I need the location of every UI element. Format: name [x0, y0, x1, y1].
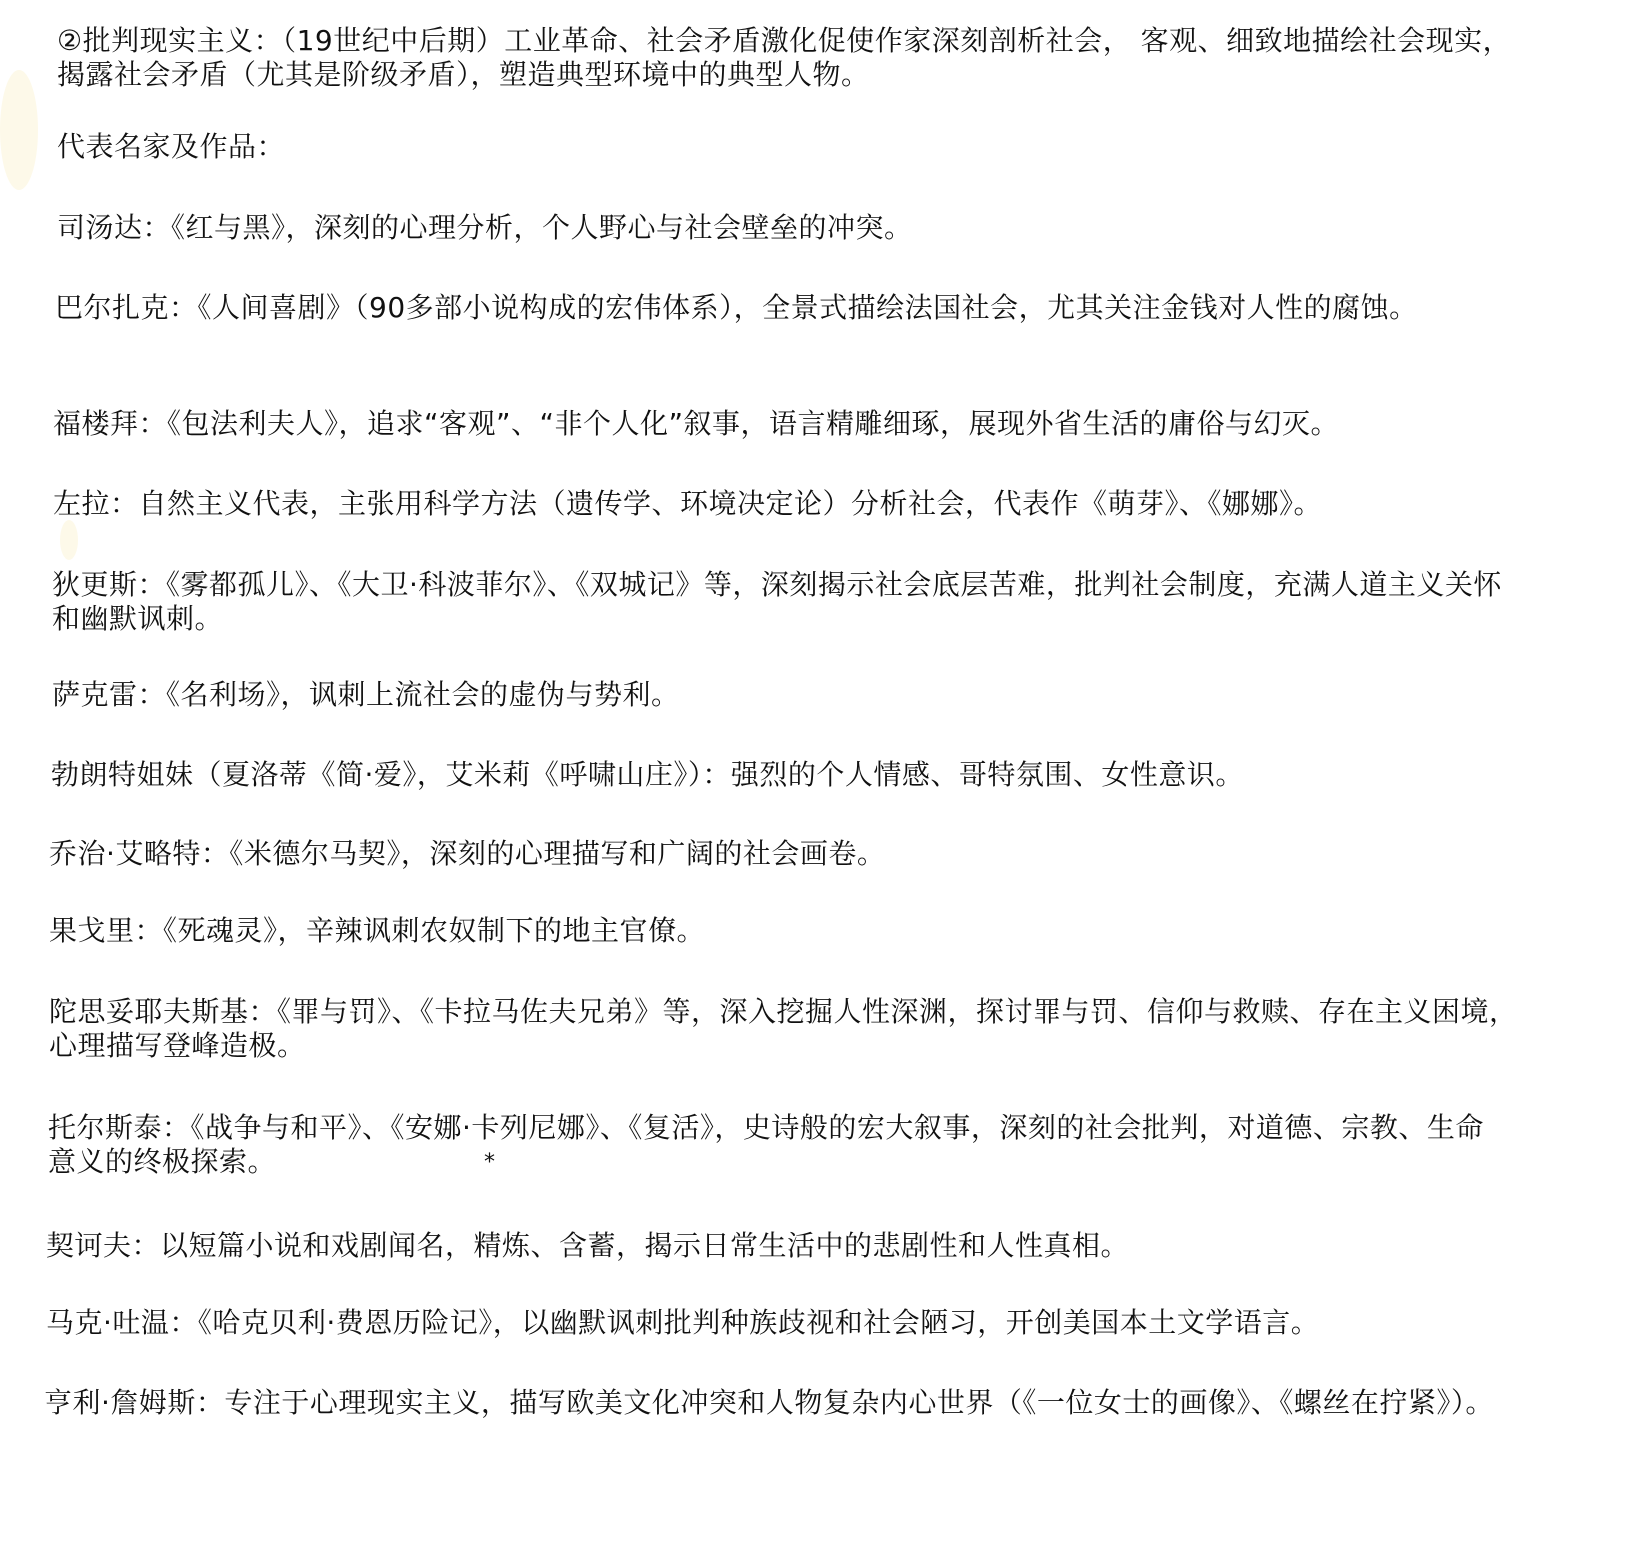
paragraph-tolstoy: 托尔斯泰：《战争与和平》、《安娜·卡列尼娜》、《复活》，史诗般的宏大叙事，深刻的社会批判，对道德、宗教、生命意义的终极探索。 — [48, 1111, 1484, 1178]
paragraph-mark-twain: 马克·吐温：《哈克贝利·费恩历险记》，以幽默讽刺批判种族歧视和社会陋习，开创美国本土文学语言。 — [46, 1306, 1320, 1339]
paragraph-flaubert: 福楼拜：《包法利夫人》，追求“客观”、“非个人化”叙事，语言精雕细琢，展现外省生活的庸俗与幻灭。 — [53, 407, 1340, 440]
paragraph-dickens: 狄更斯：《雾都孤儿》、《大卫·科波菲尔》、《双城记》等，深刻揭示社会底层苦难，批判社会制度，充满人道主义关怀和幽默讽刺。 — [52, 568, 1502, 635]
paragraph-stendhal: 司汤达：《红与黑》，深刻的心理分析，个人野心与社会壁垒的冲突。 — [57, 211, 913, 244]
paragraph-george-eliot: 乔治·艾略特：《米德尔马契》，深刻的心理描写和广阔的社会画卷。 — [49, 837, 886, 870]
stray-asterisk: * — [484, 1150, 496, 1175]
paragraph-balzac: 巴尔扎克：《人间喜剧》（90多部小说构成的宏伟体系），全景式描绘法国社会，尤其关注金钱对人性的腐蚀。 — [55, 291, 1418, 324]
paragraph-critical-realism: ②批判现实主义：（19世纪中后期）工业革命、社会矛盾激化促使作家深刻剖析社会， 客观、细致地描绘社会现实，揭露社会矛盾（尤其是阶级矛盾），塑造典型环境中的典型人物。 — [57, 24, 1512, 91]
paragraph-chekhov: 契诃夫：以短篇小说和戏剧闻名，精炼、含蓄，揭示日常生活中的悲剧性和人性真相。 — [46, 1229, 1130, 1262]
watermark-blob — [60, 520, 78, 560]
paragraph-bronte-sisters: 勃朗特姐妹（夏洛蒂《简·爱》，艾米莉《呼啸山庄》）：强烈的个人情感、哥特氛围、女性意识。 — [51, 758, 1244, 791]
paragraph-zola: 左拉：自然主义代表，主张用科学方法（遗传学、环境决定论）分析社会，代表作《萌芽》、《娜娜》。 — [53, 487, 1323, 520]
paragraph-representatives-heading: 代表名家及作品： — [57, 130, 286, 163]
paragraph-thackeray: 萨克雷：《名利场》，讽刺上流社会的虚伪与势利。 — [52, 678, 680, 711]
paragraph-henry-james: 亨利·詹姆斯：专注于心理现实主义，描写欧美文化冲突和人物复杂内心世界（《一位女士的画像》、《螺丝在拧紧》）。 — [44, 1386, 1494, 1419]
paragraph-dostoevsky: 陀思妥耶夫斯基：《罪与罚》、《卡拉马佐夫兄弟》等，深入挖掘人性深渊，探讨罪与罚、信仰与救赎、存在主义困境，心理描写登峰造极。 — [49, 995, 1518, 1062]
watermark-blob — [0, 70, 38, 190]
paragraph-gogol: 果戈里：《死魂灵》，辛辣讽刺农奴制下的地主官僚。 — [49, 914, 706, 947]
